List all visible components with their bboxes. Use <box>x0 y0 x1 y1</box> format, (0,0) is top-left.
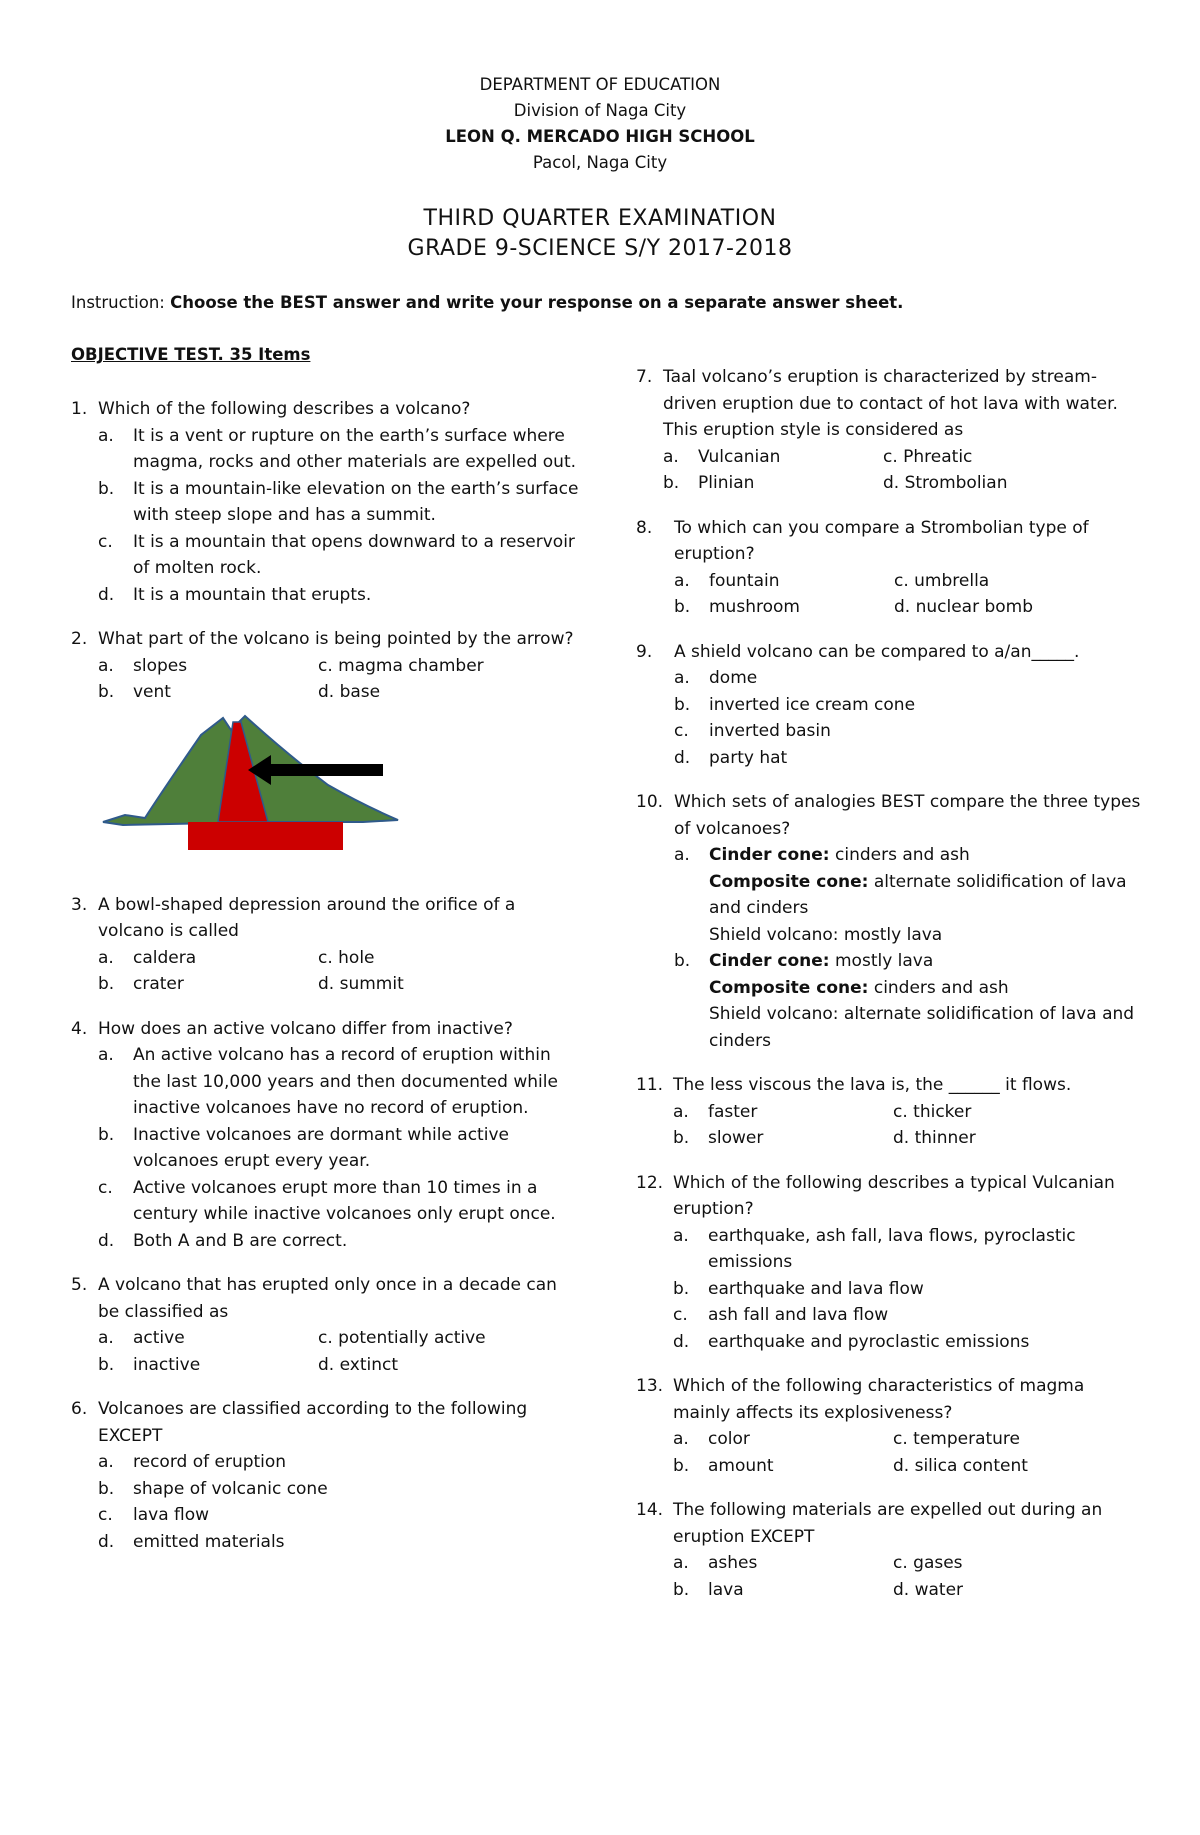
analogy-line <box>709 842 1146 869</box>
option-text: dome <box>709 668 758 688</box>
option <box>98 971 318 998</box>
option-letter: a. <box>674 668 690 688</box>
option <box>674 842 1146 948</box>
option-text: Active volcanoes erupt more than 10 times in a century while inactive volcanoes only erupt once. <box>133 1177 556 1224</box>
option-text: shape of volcanic cone <box>133 1478 328 1499</box>
option-letter: b. <box>98 478 115 499</box>
option <box>674 692 1146 719</box>
option-letter: b. <box>673 1128 690 1148</box>
option <box>894 594 1114 621</box>
option <box>673 1099 893 1126</box>
analogy-term: Cinder cone: <box>709 845 830 865</box>
analogy-text: mostly lava <box>829 951 934 971</box>
option <box>674 594 894 621</box>
right-column <box>636 364 1146 1621</box>
question-number: 3. <box>71 894 88 915</box>
option-grid <box>663 1099 1146 1152</box>
section-title: OBJECTIVE TEST. 35 Items <box>71 345 311 364</box>
question-number: 12. <box>636 1172 664 1193</box>
option <box>98 653 318 680</box>
question-number: 8. <box>636 517 653 538</box>
option-letter: c. <box>673 1305 688 1325</box>
option-text: d. silica content <box>893 1455 1028 1476</box>
option <box>674 568 894 595</box>
question-stem: Which sets of analogies BEST compare the three types of volcanoes? <box>674 792 1141 839</box>
option-text: It is a vent or rupture on the earth’s surface where magma, rocks and other materials are expelled out. <box>133 425 577 472</box>
option <box>883 470 1103 497</box>
option-text: slower <box>708 1128 764 1148</box>
option-grid <box>663 1550 1146 1603</box>
option-text: c. gases <box>893 1553 963 1573</box>
option <box>98 582 581 609</box>
option-text: d. extinct <box>318 1354 398 1375</box>
option-text: c. temperature <box>893 1429 1021 1449</box>
option-text: earthquake and lava flow <box>708 1278 924 1299</box>
option <box>673 1223 1146 1276</box>
option-letter: a. <box>674 570 690 591</box>
option-text: d. summit <box>318 974 404 994</box>
analogy-text: cinders and ash <box>829 845 970 865</box>
option-letter: a. <box>98 655 114 676</box>
option <box>893 1099 1113 1126</box>
question-stem: What part of the volcano is being pointed by the arrow? <box>98 629 574 649</box>
question-5 <box>71 1272 581 1378</box>
option <box>893 1426 1113 1453</box>
question-13 <box>636 1373 1146 1479</box>
option-letter: b. <box>674 694 691 715</box>
option-text: faster <box>708 1101 758 1122</box>
option <box>674 948 1146 1054</box>
option-letter: a. <box>673 1429 689 1449</box>
exam-title <box>0 204 1200 264</box>
volcano-diagram <box>83 710 463 870</box>
option <box>893 1125 1113 1152</box>
option-letter: a. <box>673 1225 689 1246</box>
option-text: earthquake and pyroclastic emissions <box>708 1331 1030 1352</box>
question-number: 14. <box>636 1500 664 1520</box>
question-number: 7. <box>636 367 653 387</box>
option-letter: b. <box>663 473 680 493</box>
option <box>98 1042 581 1122</box>
option-letter: b. <box>98 974 115 994</box>
option-letter: d. <box>673 1331 690 1352</box>
option <box>318 1325 538 1352</box>
analogy-text: alternate solidification of lava and cinders <box>709 871 1127 918</box>
option-letter: a. <box>98 1045 114 1065</box>
option <box>98 476 581 529</box>
option <box>318 971 538 998</box>
question-number: 5. <box>71 1275 88 1295</box>
question-8 <box>636 515 1146 621</box>
question-stem: The following materials are expelled out during an eruption EXCEPT <box>673 1500 1103 1547</box>
option-text: vent <box>133 682 171 702</box>
option-letter: b. <box>673 1455 690 1476</box>
exam-title-line1: THIRD QUARTER EXAMINATION <box>423 206 777 231</box>
instruction-text: Choose the BEST answer and write your response on a separate answer sheet. <box>170 293 904 312</box>
school-address: Pacol, Naga City <box>532 153 668 172</box>
option <box>883 444 1103 471</box>
option-letter: c. <box>98 1177 113 1198</box>
option-text: inverted ice cream cone <box>709 694 916 715</box>
option-text: d. nuclear bomb <box>894 597 1034 617</box>
option <box>318 653 538 680</box>
option-letter: a. <box>98 425 114 446</box>
option-text: Plinian <box>698 473 755 493</box>
option <box>318 1352 538 1379</box>
option <box>98 423 581 476</box>
option-text: An active volcano has a record of eruption within the last 10,000 years and then documented while inactive volcanoes have no record of eruption. <box>133 1045 558 1118</box>
magma-chamber <box>188 822 343 850</box>
option-letter: a. <box>98 1328 114 1348</box>
question-stem: Volcanoes are classified according to the following EXCEPT <box>98 1399 528 1446</box>
option-text: Both A and B are correct. <box>133 1230 348 1251</box>
option-grid <box>98 1325 581 1378</box>
option <box>673 1302 1146 1329</box>
option <box>98 1122 581 1175</box>
option <box>318 945 538 972</box>
volcano-illustration <box>83 710 463 870</box>
question-stem: To which can you compare a Strombolian type of eruption? <box>674 517 1089 564</box>
question-number: 11. <box>636 1075 664 1095</box>
option-letter: d. <box>98 1531 115 1552</box>
option-text: inactive <box>133 1354 201 1375</box>
option-text: c. thicker <box>893 1101 972 1122</box>
question-12 <box>636 1170 1146 1356</box>
option-letter: d. <box>98 1230 115 1251</box>
instruction <box>71 290 1131 317</box>
question-number: 2. <box>71 629 88 649</box>
option <box>98 1502 581 1529</box>
option-letter: a. <box>674 845 690 865</box>
option-text: c. hole <box>318 947 375 968</box>
department: DEPARTMENT OF EDUCATION <box>479 75 721 94</box>
option-text: c. Phreatic <box>883 446 973 467</box>
option-letter: d. <box>98 584 115 605</box>
option-text: record of eruption <box>133 1452 287 1472</box>
option-text: amount <box>708 1455 774 1476</box>
option-text: It is a mountain-like elevation on the earth’s surface with steep slope and has a summit. <box>133 478 579 525</box>
option-grid <box>663 1426 1146 1479</box>
question-1 <box>71 396 581 608</box>
analogy-term: Composite cone: <box>709 871 869 892</box>
analogy-text: cinders and ash <box>868 977 1009 998</box>
option-text: color <box>708 1429 750 1449</box>
option-letter: a. <box>98 1452 114 1472</box>
option <box>894 568 1114 595</box>
option-text: d. thinner <box>893 1128 976 1148</box>
option-text: ashes <box>708 1553 758 1573</box>
option <box>674 665 1146 692</box>
option-text: emitted materials <box>133 1531 285 1552</box>
question-4 <box>71 1016 581 1255</box>
option <box>673 1426 893 1453</box>
option-letter: b. <box>673 1278 690 1299</box>
option <box>663 444 883 471</box>
option <box>893 1453 1113 1480</box>
option-text: crater <box>133 974 184 994</box>
option-grid <box>663 444 1146 497</box>
question-stem: The less viscous the lava is, the ______ it flows. <box>673 1075 1072 1095</box>
option <box>674 718 1146 745</box>
option <box>98 1476 581 1503</box>
question-stem: A volcano that has erupted only once in a decade can be classified as <box>98 1275 557 1322</box>
analogy-line: Shield volcano: alternate solidification of lava and cinders <box>709 1004 1135 1051</box>
question-number: 6. <box>71 1399 88 1419</box>
option-text: active <box>133 1328 185 1348</box>
option <box>673 1577 893 1604</box>
analogy-line <box>709 975 1146 1002</box>
option <box>98 1449 581 1476</box>
option <box>663 470 883 497</box>
option-text: lava <box>708 1579 744 1600</box>
option-letter: b. <box>674 597 691 617</box>
question-stem: Which of the following describes a volcano? <box>98 399 471 419</box>
option-letter: c. <box>98 531 113 552</box>
division: Division of Naga City <box>513 101 687 120</box>
question-2 <box>71 626 581 706</box>
option-letter: b. <box>98 1124 115 1145</box>
option-letter: a. <box>663 446 679 467</box>
header <box>0 72 1200 176</box>
analogy-term: Cinder cone: <box>709 951 830 971</box>
option <box>98 679 318 706</box>
option <box>98 1228 581 1255</box>
option <box>893 1550 1113 1577</box>
question-number: 1. <box>71 399 88 419</box>
option-text: mushroom <box>709 597 800 617</box>
option-letter: b. <box>674 951 691 971</box>
option-text: party hat <box>709 747 788 768</box>
option-text: earthquake, ash fall, lava flows, pyroclastic emissions <box>708 1225 1076 1272</box>
option-letter: b. <box>98 1354 115 1375</box>
left-column <box>71 396 581 1573</box>
question-stem: A bowl-shaped depression around the orifice of a volcano is called <box>98 894 516 941</box>
option-letter: b. <box>673 1579 690 1600</box>
question-stem: Taal volcano’s eruption is characterized by stream-driven eruption due to contact of hot lava with water. This eruption style is considered as <box>663 367 1118 440</box>
option <box>673 1329 1146 1356</box>
question-stem: Which of the following describes a typical Vulcanian eruption? <box>673 1172 1115 1219</box>
question-stem: How does an active volcano differ from inactive? <box>98 1018 513 1039</box>
question-number: 9. <box>636 641 653 662</box>
option <box>98 1325 318 1352</box>
option-text: c. magma chamber <box>318 655 484 676</box>
option-text: d. water <box>893 1579 964 1600</box>
option <box>98 1352 318 1379</box>
option-letter: a. <box>673 1553 689 1573</box>
question-14 <box>636 1497 1146 1603</box>
option <box>673 1276 1146 1303</box>
option-letter: a. <box>98 947 114 968</box>
question-number: 13. <box>636 1376 664 1396</box>
option-letter: c. <box>98 1505 113 1525</box>
option-list <box>663 1223 1146 1356</box>
option <box>673 1550 893 1577</box>
option-text: c. umbrella <box>894 570 990 591</box>
question-number: 10. <box>636 792 664 812</box>
option-letter: b. <box>98 1478 115 1499</box>
option <box>98 1175 581 1228</box>
option-grid <box>98 653 581 706</box>
option-text: slopes <box>133 655 188 676</box>
option <box>893 1577 1113 1604</box>
option-grid <box>674 568 1146 621</box>
question-3 <box>71 892 581 998</box>
option-text: caldera <box>133 947 197 968</box>
question-9 <box>636 639 1146 772</box>
option <box>318 679 538 706</box>
option-text: Inactive volcanoes are dormant while active volcanoes erupt every year. <box>133 1124 509 1171</box>
option-text: It is a mountain that opens downward to a reservoir of molten rock. <box>133 531 575 578</box>
analogy-line <box>709 869 1146 922</box>
option-text: Vulcanian <box>698 446 781 467</box>
question-6 <box>71 1396 581 1555</box>
option <box>673 1453 893 1480</box>
option-text: inverted basin <box>709 721 831 741</box>
option <box>98 1529 581 1556</box>
option-letter: d. <box>674 747 691 768</box>
question-10 <box>636 789 1146 1054</box>
question-7 <box>636 364 1146 497</box>
option-text: It is a mountain that erupts. <box>133 584 372 605</box>
option-text: ash fall and lava flow <box>708 1305 889 1325</box>
analogy-line <box>709 948 1146 975</box>
option <box>98 529 581 582</box>
analogy-line: Shield volcano: mostly lava <box>709 924 943 945</box>
exam-title-line2: GRADE 9-SCIENCE S/Y 2017-2018 <box>407 236 793 261</box>
option-letter: b. <box>98 682 115 702</box>
instruction-label: Instruction: <box>71 293 171 312</box>
question-number: 4. <box>71 1018 88 1039</box>
option-grid <box>98 945 581 998</box>
question-stem: A shield volcano can be compared to a/an_____. <box>674 641 1080 662</box>
option-letter: c. <box>674 721 689 741</box>
option-text: d. Strombolian <box>883 473 1008 493</box>
analogy-term: Composite cone: <box>709 977 869 998</box>
school-name: LEON Q. MERCADO HIGH SCHOOL <box>445 127 755 146</box>
option-text: c. potentially active <box>318 1328 486 1348</box>
question-11 <box>636 1072 1146 1152</box>
option-text: fountain <box>709 570 780 591</box>
option <box>98 945 318 972</box>
option <box>674 745 1146 772</box>
option-text: d. base <box>318 682 381 702</box>
option <box>673 1125 893 1152</box>
option-letter: a. <box>673 1101 689 1122</box>
question-stem: Which of the following characteristics of magma mainly affects its explosiveness? <box>673 1376 1085 1423</box>
option-text: lava flow <box>133 1505 210 1525</box>
